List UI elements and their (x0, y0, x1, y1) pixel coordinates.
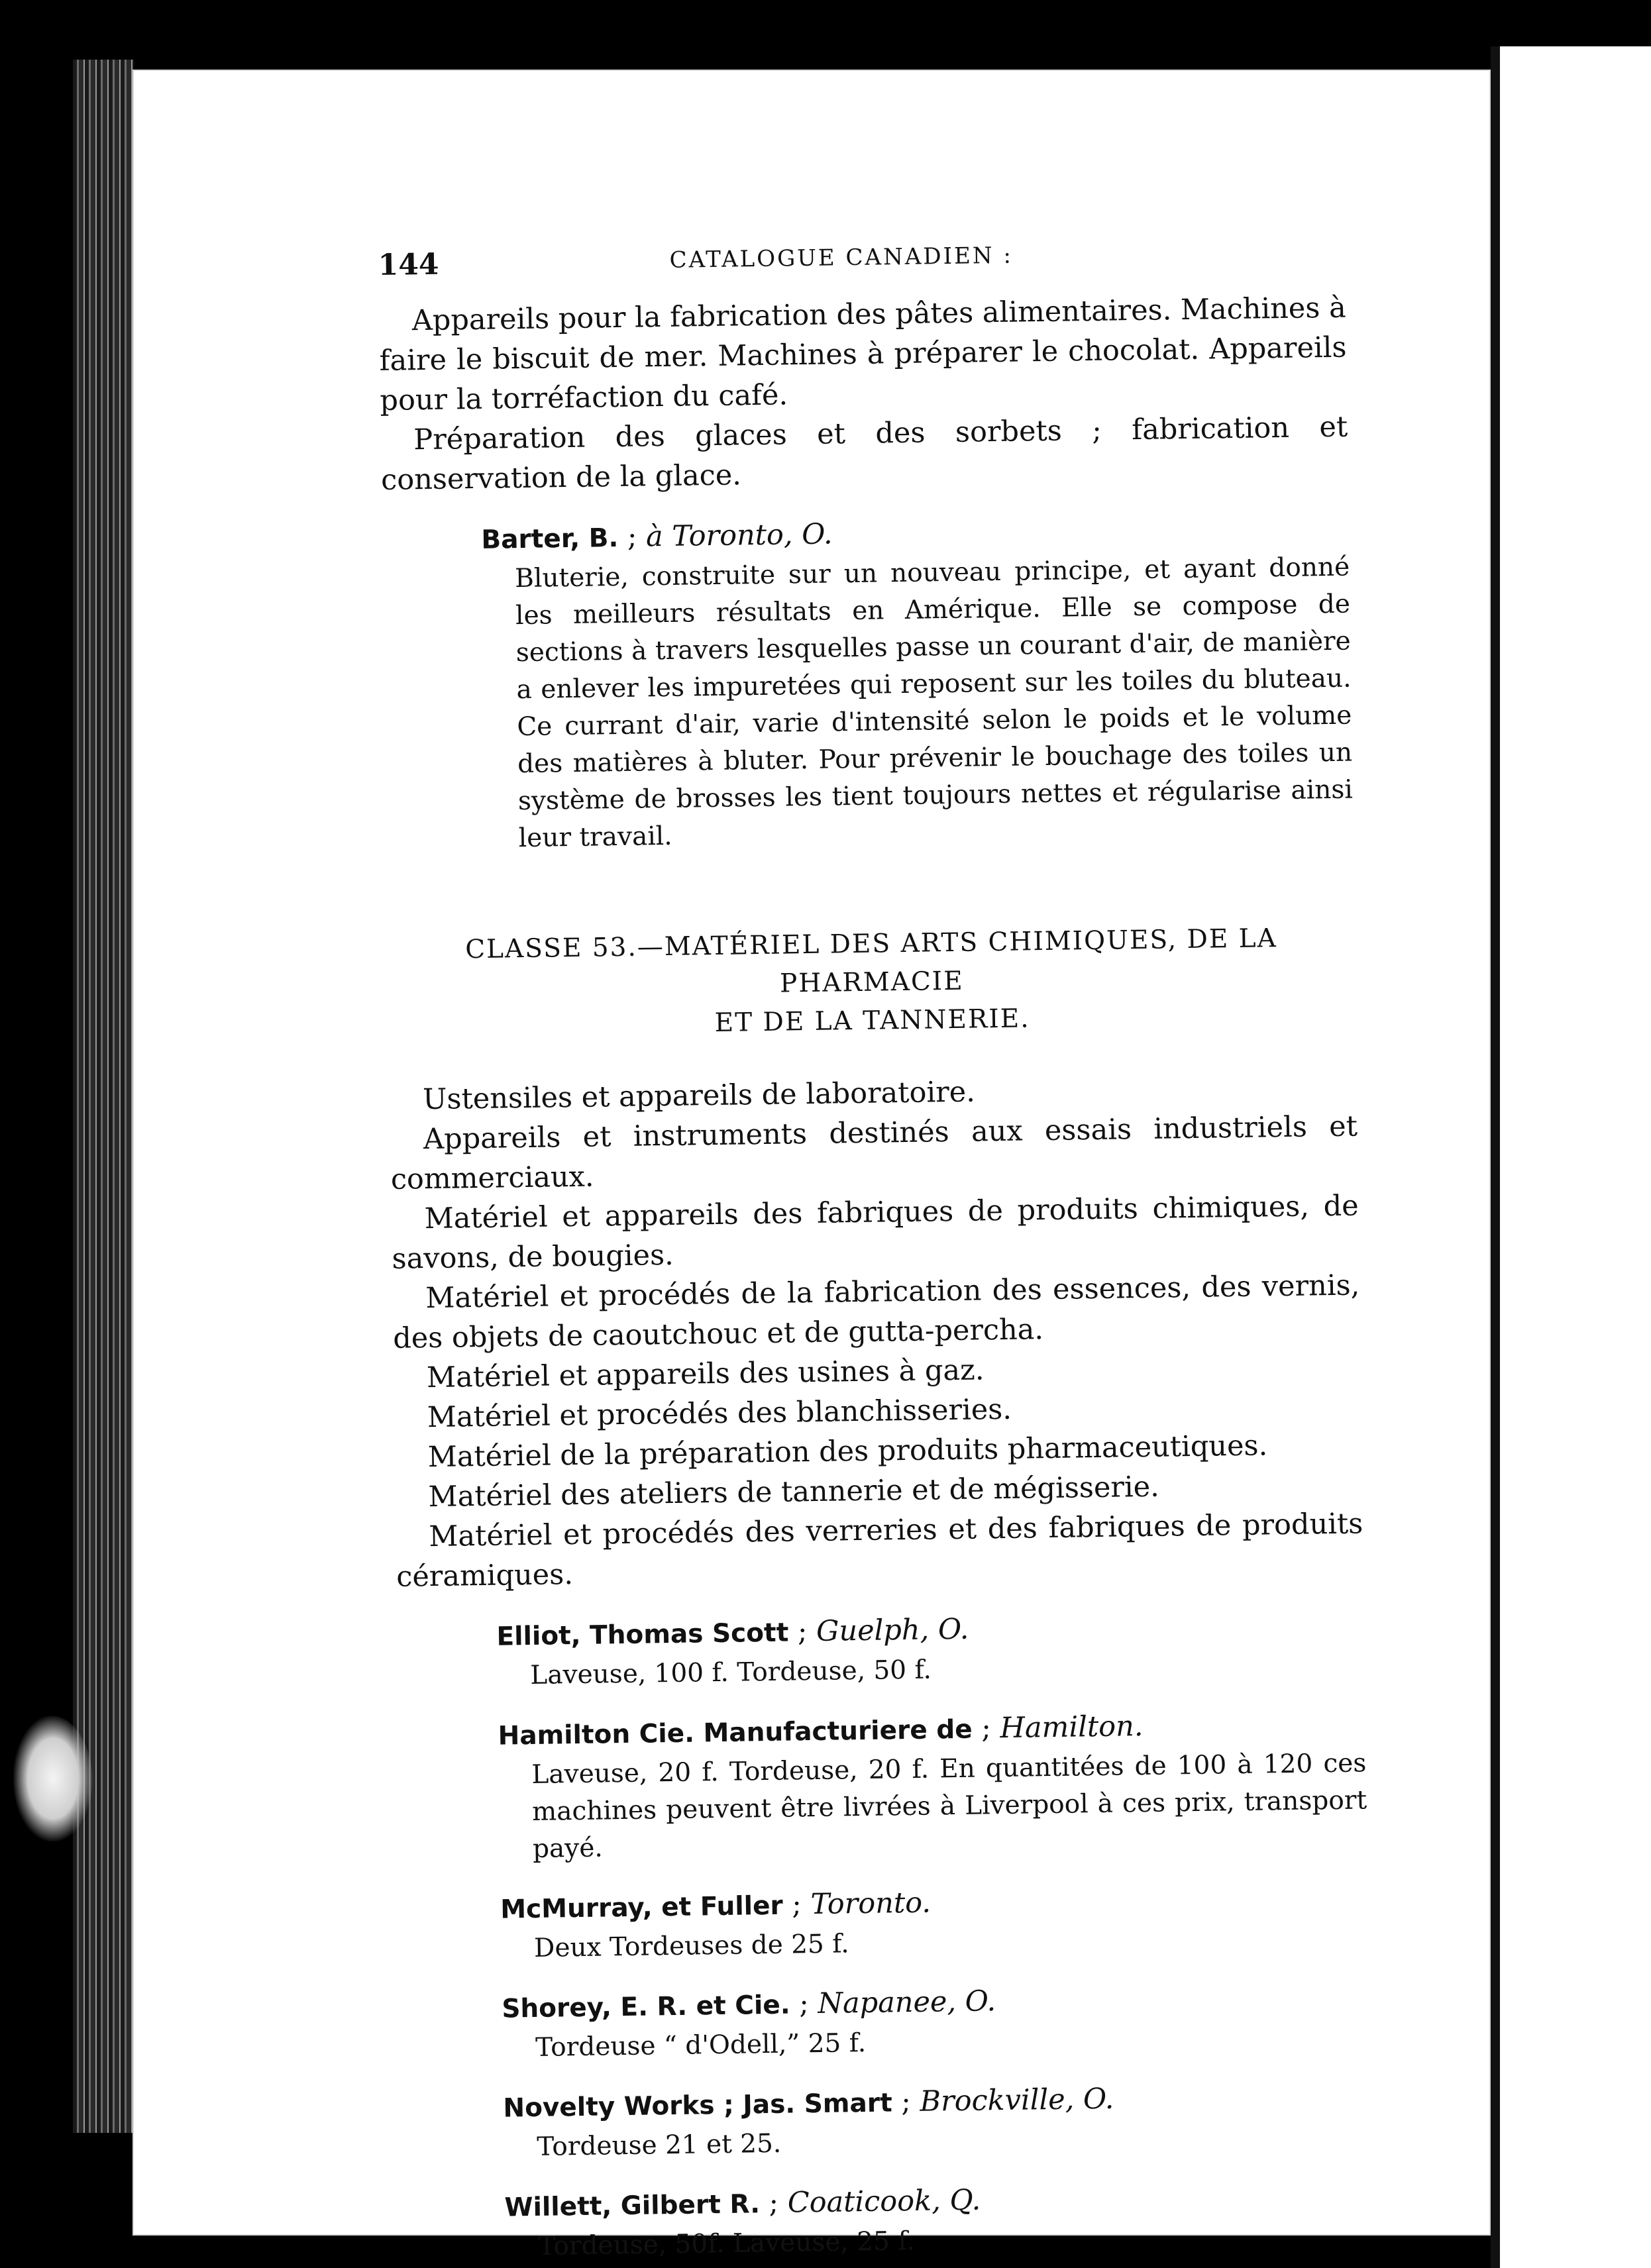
exhibitor-separator: ; (782, 1888, 811, 1922)
class-item: Ustensiles et appareils de laboratoire. (422, 1075, 976, 1117)
intro-paragraph: Préparation des glaces et des sorbets ; fabrication et conservation de la glace. (380, 410, 1348, 497)
intro-paragraph: Appareils pour la fabrication des pâtes alimentaires. Machines à faire le biscuit de mer. Machines à préparer le chocolat. Appareils pour la torréfaction du café. (379, 291, 1347, 417)
exhibitor-name: McMurray, et Fuller (500, 1890, 784, 1925)
exhibitor-place: Napanee, O. (818, 1984, 996, 2020)
exhibitor-description: Laveuse, 100 f. Tordeuse, 50 f. (530, 1655, 932, 1690)
exhibitor-name: Barter, B. (481, 523, 619, 555)
class-item: Matériel et procédés des verreries et des fabriques de produits céramiques. (396, 1507, 1363, 1594)
page-number: 144 (378, 247, 439, 282)
exhibitor-entry (401, 1876, 1369, 1969)
exhibitor-description: Tordeuse, 50f. Laveuse, 25 f. (538, 2226, 916, 2261)
exhibitor-entry (405, 2174, 1373, 2267)
exhibitor-entry (403, 2075, 1372, 2167)
exhibitor-description: Deux Tordeuses de 25 f. (533, 1929, 849, 1963)
class-title-line: CLASSE 53.—MATÉRIEL DES ARTS CHIMIQUES, DE LA PHARMACIE (464, 923, 1278, 999)
class-item-list (390, 1066, 1364, 1596)
exhibitor-name: Elliot, Thomas Scott (496, 1618, 789, 1652)
exhibitor-entry (397, 1603, 1365, 1696)
binding-mark (1492, 199, 1499, 238)
page-content (378, 222, 1373, 2267)
exhibitor-place: Brockville, O. (920, 2082, 1114, 2118)
exhibitor-separator: ; (617, 520, 647, 554)
exhibitor-name: Hamilton Cie. Manufacturiere de (498, 1714, 973, 1751)
class-heading (388, 919, 1356, 1047)
exhibitor-separator: ; (759, 2186, 788, 2220)
class-item: Matériel et appareils des fabriques de produits chimiques, de savons, de bougies. (392, 1189, 1359, 1276)
exhibitor-separator: ; (788, 1614, 817, 1649)
exhibitor-place: à Toronto, O. (645, 517, 833, 554)
exhibitor-entry (398, 1702, 1367, 1869)
exhibitor-separator: ; (790, 1986, 818, 2021)
exhibitor-name: Shorey, E. R. et Cie. (502, 1990, 790, 2024)
scan-background (0, 0, 73, 2268)
class-item: Appareils et instruments destinés aux essais industriels et commerciaux. (390, 1109, 1358, 1196)
exhibitor-name: Willett, Gilbert R. (504, 2189, 761, 2223)
exhibitor-description: Tordeuse 21 et 25. (537, 2128, 782, 2162)
exhibitor-description: Laveuse, 20 f. Tordeuse, 20 f. En quantitées de 100 à 120 ces machines peuvent être livrées à Liverpool à ces prix, transport payé. (531, 1748, 1367, 1864)
class-item: Matériel et procédés de la fabrication des essences, des vernis, des objets de caoutchouc et de gutta-percha. (392, 1268, 1360, 1355)
exhibitor-place: Hamilton. (1000, 1710, 1144, 1745)
exhibitor-description: Bluterie, construite sur un nouveau principe, et ayant donné les meilleurs résultats en Amérique. Elle se compose de sections à travers lesquelles passe un courant d'air, de manière a enlever les impuretées qui reposent sur les toiles du bluteau. Ce currant d'air, varie d'intensité selon le poids et le volume des matières à bluter. Pour prévenir le bouchage des toiles un système de brosses les tient toujours nettes et régularise ainsi leur travail. (514, 552, 1354, 854)
exhibitor-separator: ; (892, 2085, 920, 2119)
class-item: Matériel et appareils des usines à gaz. (426, 1353, 985, 1395)
running-title: CATALOGUE CANADIEN : (669, 242, 1014, 274)
class-item: Matériel et procédés des blanchisseries. (427, 1392, 1012, 1435)
exhibitor-entry-barter (382, 507, 1354, 859)
exhibitor-description: Tordeuse “ d'Odell,” 25 f. (535, 2028, 867, 2063)
class-item: Matériel de la préparation des produits pharmaceutiques. (427, 1429, 1268, 1474)
class-item: Matériel des ateliers de tannerie et de mégisserie. (428, 1470, 1160, 1514)
exhibitor-name: Novelty Works ; Jas. Smart (503, 2088, 892, 2124)
exhibitor-place: Toronto. (810, 1886, 932, 1922)
exhibitor-entry (402, 1975, 1371, 2068)
page-header (378, 222, 1346, 295)
facing-page-edge (1491, 46, 1651, 2268)
class-title-line: ET DE LA TANNERIE. (714, 1004, 1030, 1039)
exhibitor-place: Coaticook, Q. (787, 2183, 981, 2220)
exhibitor-place: Guelph, O. (816, 1612, 969, 1648)
exhibitor-separator: ; (972, 1712, 1000, 1745)
